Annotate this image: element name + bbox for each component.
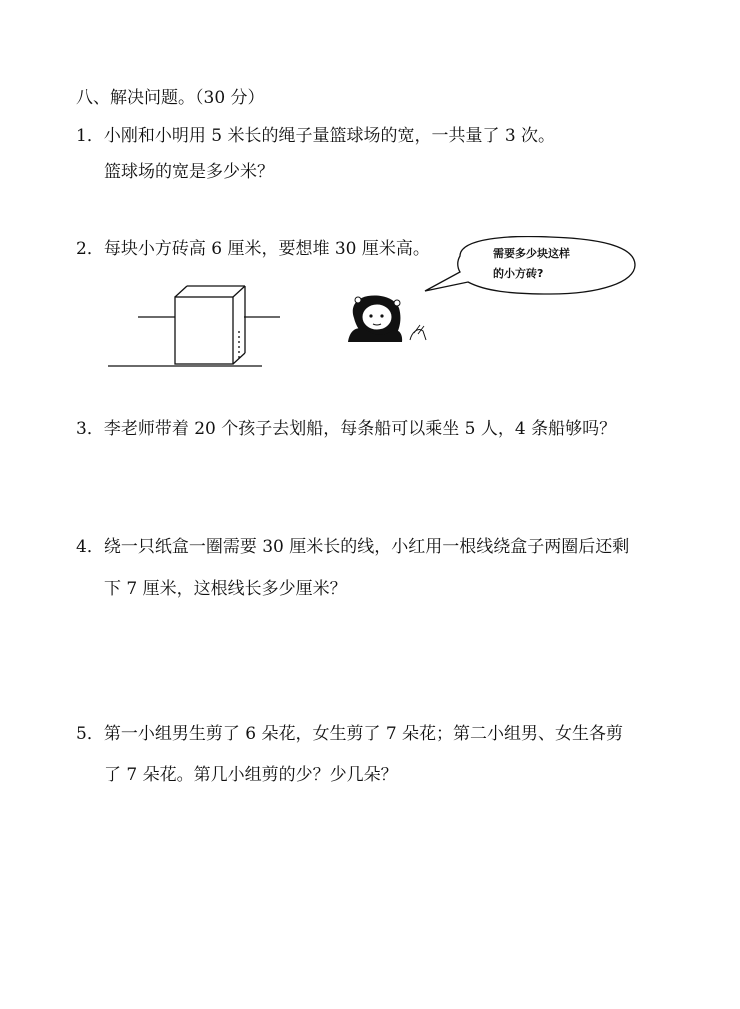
question-5-line-1: 5．第一小组男生剪了 6 朵花，女生剪了 7 朵花；第二小组男、女生各剪 [76,724,624,744]
question-3-line-1: 3．李老师带着 20 个孩子去划船，每条船可以乘坐 5 人，4 条船够吗？ [76,419,617,439]
question-4-line-2: 下 7 厘米，这根线长多少厘米？ [104,579,347,599]
girl-thinking-icon [348,296,426,343]
question-1-line-2: 篮球场的宽是多少米？ [104,162,274,182]
speech-bubble-line-2: 的小方砖? [493,267,544,280]
speech-bubble-line-1: 需要多少块这样 [493,247,570,260]
cube-brick-icon [108,286,280,366]
question-4-line-1: 4．绕一只纸盒一圈需要 30 厘米长的线，小红用一根线绕盒子两圈后还剩 [76,537,630,557]
section-title: 八、解决问题。（30 分） [76,88,265,108]
question-1-line-1: 1．小刚和小明用 5 米长的绳子量篮球场的宽，一共量了 3 次。 [76,126,556,146]
question-5-line-2: 了 7 朵花。第几小组剪的少？少几朵？ [104,765,398,785]
question-2-line-1: 2．每块小方砖高 6 厘米，要想堆 30 厘米高。 [76,239,430,259]
question-2-illustration [100,236,660,376]
speech-bubble [425,236,635,294]
